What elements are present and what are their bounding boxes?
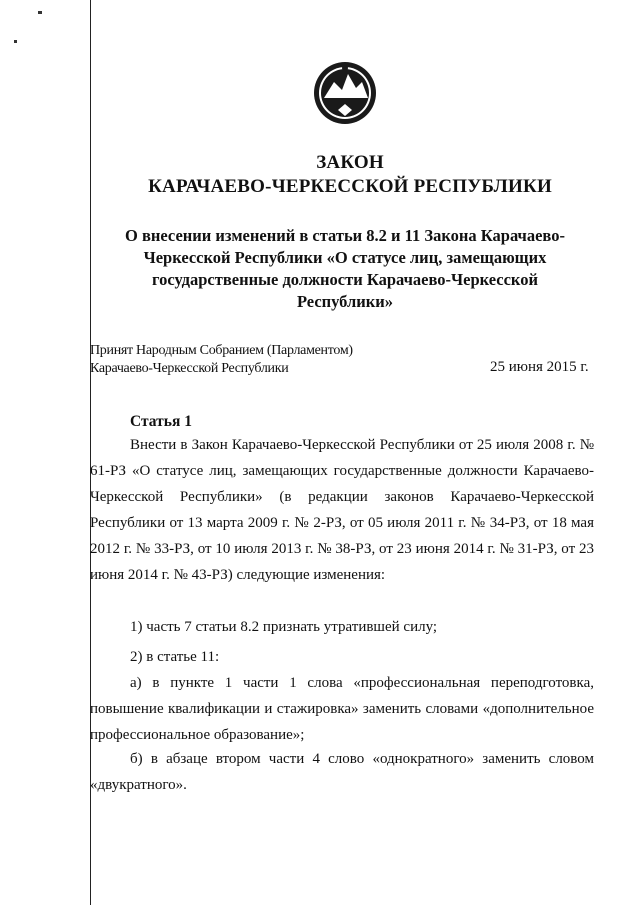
article-paragraph: а) в пункте 1 части 1 слова «профессиональная переподготовка, повышение квалификации и стажировка» заменить словами «дополнительное профессиональное образование»; xyxy=(90,675,594,743)
scan-speck xyxy=(38,11,42,14)
document-subtitle: О внесении изменений в статьи 8.2 и 11 Закона Карачаево-Черкесской Республики «О статусе лиц, замещающих государственные должности Карачаево-Черкесской Республики» xyxy=(125,226,565,311)
article-paragraph: б) в абзаце втором части 4 слово «однократного» заменить словом «двукратного». xyxy=(90,751,594,793)
article-paragraph: Внести в Закон Карачаево-Черкесской Республики от 25 июля 2008 г. № 61-РЗ «О статусе лиц, замещающих государственные должности Карачаево-Черкесской Республики» (в редакции законов Карачаево-Черкесской Республики от 13 марта 2009 г. № 2-РЗ, от 05 июля 2011 г. № 34-РЗ, от 18 мая 2012 г. № 33-РЗ, от 10 июля 2013 г. № 38-РЗ, от 23 июня 2014 г. № 31-РЗ, от 23 июня 2014 г. № 43-РЗ) следующие изменения: xyxy=(90,437,594,583)
adopted-by-line2: Карачаево-Черкесской Республики xyxy=(90,361,289,376)
article-heading: Статья 1 xyxy=(130,413,192,430)
adopted-by-line1: Принят Народным Собранием (Парламентом) xyxy=(90,343,353,358)
adoption-date: 25 июня 2015 г. xyxy=(490,359,589,375)
article-paragraph: 1) часть 7 статьи 8.2 признать утратившей силу; xyxy=(130,619,438,635)
coat-of-arms-icon xyxy=(312,60,378,126)
document-title-law: ЗАКОН xyxy=(316,152,384,173)
scan-speck xyxy=(14,40,17,43)
document-title-republic: КАРАЧАЕВО-ЧЕРКЕССКОЙ РЕСПУБЛИКИ xyxy=(148,176,552,197)
article-paragraph: 2) в статье 11: xyxy=(130,649,220,665)
